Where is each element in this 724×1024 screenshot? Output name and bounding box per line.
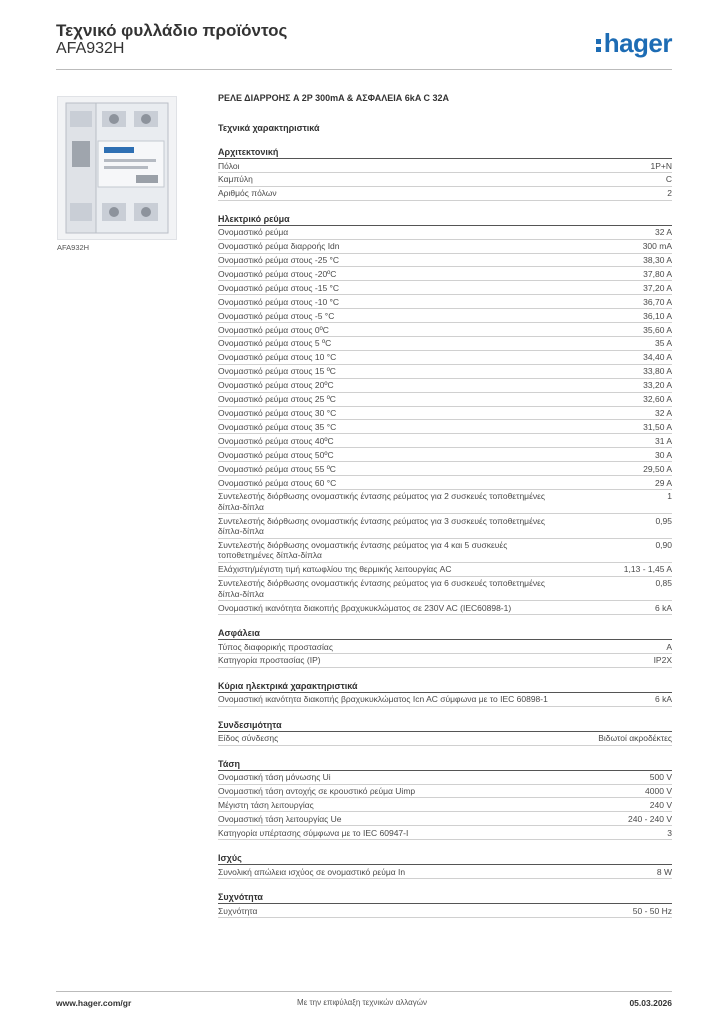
section-title: Ασφάλεια <box>218 626 672 640</box>
spec-label: Ονομαστικό ρεύμα στους -10 °C <box>218 296 340 307</box>
spec-value: 1,13 - 1,45 A <box>623 564 672 575</box>
spec-label: Κατηγορία προστασίας (IP) <box>218 655 321 666</box>
spec-section <box>218 718 672 746</box>
spec-value: 240 - 240 V <box>628 813 672 824</box>
spec-row <box>218 309 672 323</box>
section-title: Συχνότητα <box>218 890 672 904</box>
section-title: Κύρια ηλεκτρικά χαρακτηριστικά <box>218 679 672 693</box>
spec-value: 1 <box>667 491 672 502</box>
product-image <box>57 96 177 240</box>
spec-value: 29 A <box>654 477 672 488</box>
spec-value: 0,85 <box>655 578 672 589</box>
spec-row <box>218 476 672 490</box>
spec-label: Συνολική απώλεια ισχύος σε ονομαστικό ρεύμα In <box>218 866 406 877</box>
spec-value: 30 A <box>654 449 672 460</box>
spec-value: 36,70 A <box>643 296 672 307</box>
spec-label: Ονομαστικό ρεύμα στους 55 ºC <box>218 463 336 474</box>
spec-section <box>218 757 672 841</box>
spec-value: Βιδωτοί ακροδέκτες <box>598 733 672 744</box>
spec-row <box>218 295 672 309</box>
product-image-caption: AFA932H <box>57 243 90 252</box>
spec-value: 31 A <box>654 435 672 446</box>
spec-value: 6 kA <box>654 694 672 705</box>
spec-row <box>218 434 672 448</box>
spec-row <box>218 226 672 240</box>
spec-label: Ονομαστικό ρεύμα στους 15 ºC <box>218 366 336 377</box>
spec-value: 1P+N <box>650 160 672 171</box>
spec-label: Ονομαστική ικανότητα διακοπής βραχυκυκλώματος σε 230V AC (IEC60898-1) <box>218 602 512 613</box>
spec-row <box>218 420 672 434</box>
document-title: Τεχνικό φυλλάδιο προϊόντος <box>56 21 288 40</box>
product-code: AFA932H <box>56 40 125 57</box>
spec-row <box>218 904 672 918</box>
spec-label: Ονομαστικό ρεύμα στους 20ºC <box>218 380 334 391</box>
spec-label: Ονομαστικό ρεύμα στους 0ºC <box>218 324 329 335</box>
spec-row <box>218 785 672 799</box>
product-title: ΡΕΛΕ ΔΙΑΡΡΟΗΣ A 2P 300mA & ΑΣΦΑΛΕΙΑ 6kA C 32A <box>218 93 449 103</box>
spec-label: Συντελεστής διόρθωσης ονομαστικής έντασης ρεύματος για 2 συσκευές τοποθετημένες δίπλα-δίπλα <box>218 491 545 512</box>
footer-date: 05.03.2026 <box>629 998 672 1008</box>
header-divider <box>56 69 672 70</box>
spec-label: Συντελεστής διόρθωσης ονομαστικής έντασης ρεύματος για 3 συσκευές τοποθετημένες δίπλα-δίπλα <box>218 515 545 537</box>
spec-row <box>218 351 672 365</box>
circuit-breaker-icon <box>58 97 176 239</box>
spec-label: Μέγιστη τάση λειτουργίας <box>218 799 314 810</box>
spec-row <box>218 240 672 254</box>
spec-value: 31,50 A <box>643 421 672 432</box>
spec-label: Ονομαστικό ρεύμα στους 5 ºC <box>218 338 332 349</box>
spec-row <box>218 640 672 654</box>
spec-label: Ονομαστικό ρεύμα στους 40ºC <box>218 435 334 446</box>
spec-label: Ονομαστικό ρεύμα στους 30 °C <box>218 408 337 418</box>
spec-value: 300 mA <box>642 241 672 252</box>
spec-row <box>218 732 672 746</box>
spec-label: Ονομαστικό ρεύμα στους -15 °C <box>218 282 340 293</box>
spec-row <box>218 337 672 351</box>
footer-website[interactable]: www.hager.com/gr <box>56 998 132 1008</box>
spec-row <box>218 826 672 840</box>
spec-label: Ονομαστικό ρεύμα διαρροής Idn <box>218 241 340 252</box>
spec-value: 37,80 A <box>643 268 672 279</box>
spec-label: Τύπος διαφορικής προστασίας <box>218 641 333 652</box>
spec-label: Συντελεστής διόρθωσης ονομαστικής έντασης ρεύματος για 4 και 5 συσκευές τοποθετημένες δίπλα-δίπλα <box>218 540 508 561</box>
spec-label: Πόλοι <box>218 160 240 171</box>
spec-value: 35,60 A <box>643 324 672 335</box>
spec-row <box>218 812 672 826</box>
spec-value: 35 A <box>654 338 672 349</box>
spec-value: 33,20 A <box>643 380 672 391</box>
spec-label: Είδος σύνδεσης <box>218 733 279 744</box>
spec-section <box>218 890 672 918</box>
spec-value: 6 kA <box>654 602 672 613</box>
spec-label: Ονομαστικό ρεύμα στους -20ºC <box>218 268 337 279</box>
spec-value: 36,10 A <box>643 310 672 321</box>
section-title: Αρχιτεκτονική <box>218 145 672 159</box>
spec-value: 33,80 A <box>643 366 672 377</box>
spec-value: 38,30 A <box>643 255 672 266</box>
spec-value: 37,20 A <box>643 282 672 293</box>
spec-value: IP2X <box>653 655 672 666</box>
spec-value: 29,50 A <box>643 463 672 474</box>
spec-row <box>218 490 672 514</box>
spec-value: A <box>666 641 672 652</box>
spec-row <box>218 323 672 337</box>
spec-row <box>218 771 672 785</box>
spec-section <box>218 679 672 707</box>
spec-label: Ονομαστική τάση λειτουργίας Ue <box>218 813 342 824</box>
spec-value: 240 V <box>649 799 672 810</box>
section-title: Ισχύς <box>218 851 672 865</box>
spec-row <box>218 514 672 538</box>
spec-row <box>218 159 672 173</box>
spec-value: 4000 V <box>645 786 672 797</box>
spec-row <box>218 865 672 879</box>
section-title: Τάση <box>218 757 672 771</box>
spec-label: Κατηγορία υπέρτασης σύμφωνα με το IEC 60947-I <box>218 827 409 838</box>
hager-logo <box>596 28 672 59</box>
spec-label: Καμπύλη <box>218 174 253 185</box>
spec-row <box>218 365 672 379</box>
spec-row <box>218 254 672 268</box>
spec-row <box>218 577 672 601</box>
spec-label: Ονομαστικό ρεύμα στους 50ºC <box>218 449 334 460</box>
spec-label: Ονομαστικό ρεύμα στους 25 ºC <box>218 394 336 405</box>
spec-value: 32,60 A <box>643 394 672 405</box>
spec-row <box>218 379 672 393</box>
spec-row <box>218 281 672 295</box>
spec-label: Ονομαστικό ρεύμα <box>218 227 289 238</box>
logo-text: hager <box>603 28 672 58</box>
spec-row <box>218 407 672 421</box>
spec-row <box>218 693 672 707</box>
spec-section <box>218 212 672 615</box>
spec-section <box>218 626 672 668</box>
spec-label: Ελάχιστη/μέγιστη τιμή κατωφλίου της θερμικής λειτουργίας AC <box>218 564 452 575</box>
spec-value: 50 - 50 Hz <box>632 905 672 916</box>
section-title: Συνδεσιμότητα <box>218 718 672 732</box>
spec-label: Ονομαστικό ρεύμα στους -5 °C <box>218 310 335 321</box>
spec-row <box>218 539 672 563</box>
footer-divider <box>56 991 672 992</box>
spec-label: Συχνότητα <box>218 905 258 916</box>
spec-label: Συντελεστής διόρθωσης ονομαστικής έντασης ρεύματος για 6 συσκευές τοποθετημένες δίπλα-δίπλα <box>218 578 545 599</box>
spec-label: Ονομαστικό ρεύμα στους -25 °C <box>218 255 340 266</box>
section-title: Ηλεκτρικό ρεύμα <box>218 212 672 226</box>
spec-row <box>218 462 672 476</box>
spec-value: 0,90 <box>655 540 672 551</box>
spec-row <box>218 267 672 281</box>
spec-row <box>218 187 672 201</box>
spec-row <box>218 563 672 577</box>
spec-section <box>218 145 672 201</box>
spec-value: 32 A <box>654 408 672 418</box>
spec-row <box>218 173 672 187</box>
spec-content <box>218 93 672 929</box>
spec-section <box>218 851 672 879</box>
spec-row <box>218 448 672 462</box>
spec-row <box>218 601 672 615</box>
spec-row <box>218 798 672 812</box>
spec-label: Αριθμός πόλων <box>218 188 277 199</box>
spec-value: 8 W <box>656 866 672 877</box>
spec-label: Ονομαστικό ρεύμα στους 35 °C <box>218 421 337 432</box>
spec-value: 34,40 A <box>643 352 672 363</box>
footer-note: Με την επιφύλαξη τεχνικών αλλαγών <box>297 998 427 1007</box>
spec-row <box>218 654 672 668</box>
tech-characteristics-heading: Τεχνικά χαρακτηριστικά <box>218 123 320 133</box>
spec-value: C <box>665 174 672 185</box>
spec-row <box>218 393 672 407</box>
spec-value: 2 <box>667 188 672 199</box>
spec-sections <box>218 145 672 918</box>
spec-label: Ονομαστική ικανότητα διακοπής βραχυκυκλώματος Icn AC σύμφωνα με το IEC 60898-1 <box>218 694 548 705</box>
spec-value: 3 <box>667 827 672 838</box>
spec-value: 32 A <box>654 227 672 238</box>
spec-label: Ονομαστική τάση αντοχής σε κρουστικό ρεύμα Uimp <box>218 786 416 797</box>
spec-label: Ονομαστικό ρεύμα στους 10 °C <box>218 352 337 363</box>
spec-label: Ονομαστικό ρεύμα στους 60 °C <box>218 477 337 488</box>
logo-dots-icon <box>596 37 602 52</box>
spec-value: 500 V <box>649 772 672 783</box>
spec-value: 0,95 <box>655 515 672 526</box>
spec-label: Ονομαστική τάση μόνωσης Ui <box>218 772 331 783</box>
